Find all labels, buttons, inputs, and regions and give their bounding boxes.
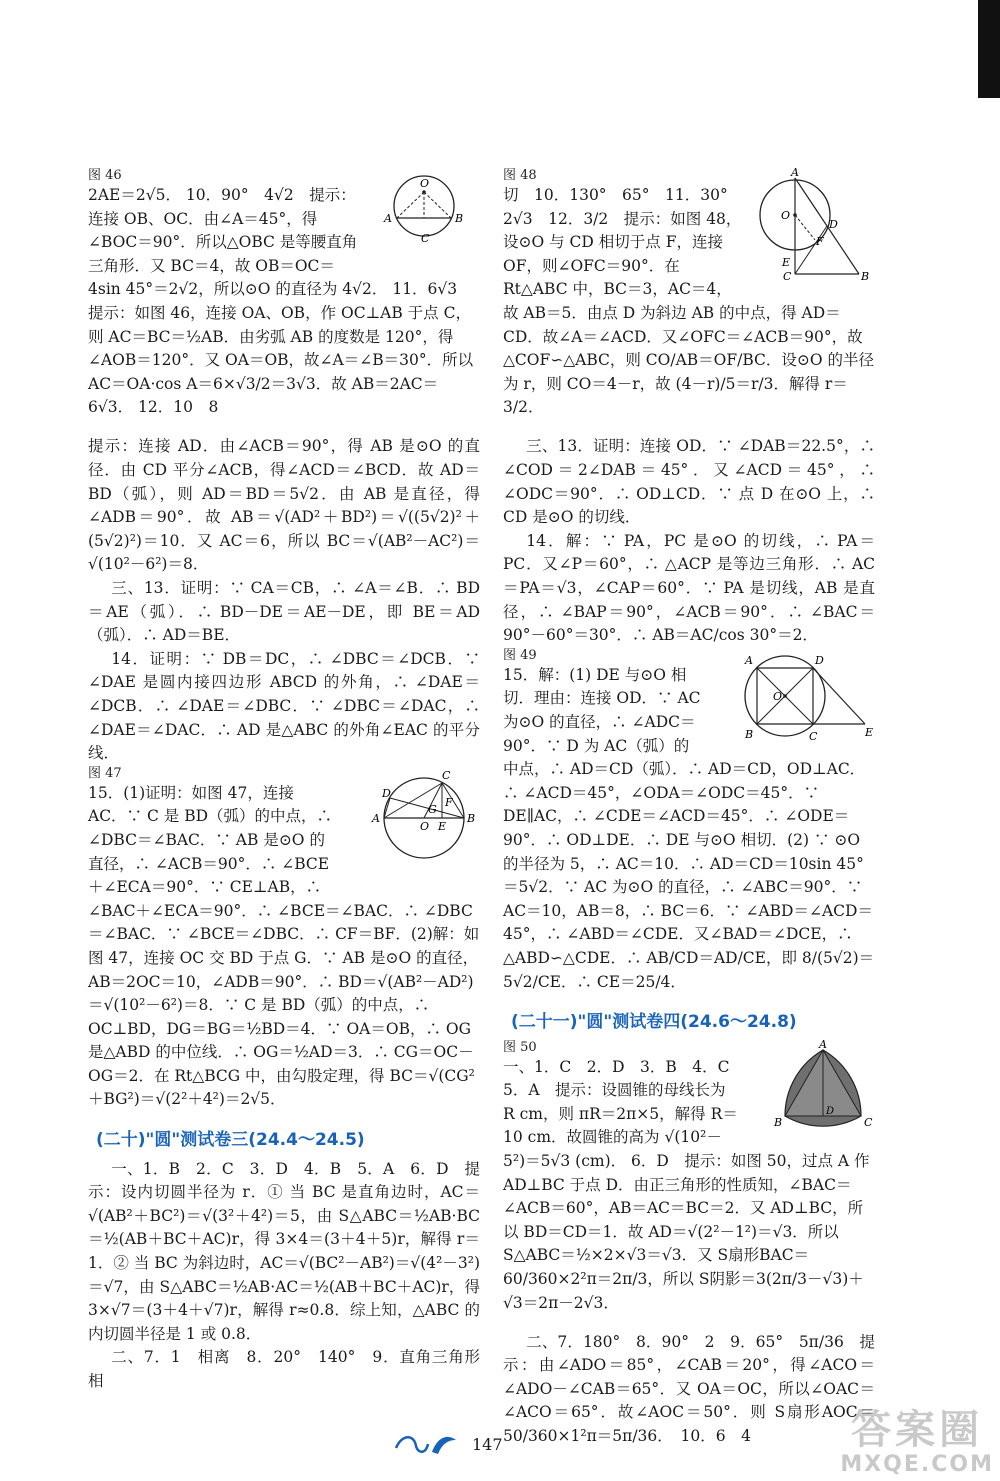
watermark-title: 答案圈	[851, 1407, 984, 1453]
fig47-label: A	[372, 811, 380, 825]
fig49-label: D	[815, 653, 824, 667]
watermark-url: MXQE.COM	[840, 1452, 994, 1477]
left-column	[88, 168, 496, 1394]
paragraph: 一、1．B 2．C 3．D 4．B 5．A 6．D 提示：设内切圆半径为 r．① 当 BC 是直角边时，AC＝√(AB²＋BC²)＝√(3²＋4²)＝5，由 S△ABC＝½AB·BC＝½(AB＋BC＋AC)r，得 3×4＝(3＋4＋5)r，解得 r＝1．② 当 BC 为斜边时，AC＝√(BC²－AB²)＝√(4²－3²)＝√7，由 S△ABC＝½AB·AC＝½(AB＋BC＋AC)r，得 3×√7＝(3＋4＋√7)r，解得 r≈0.8．综上知，△ABC 的内切圆半径是 1 或 0.8．	[88, 1159, 480, 1343]
page-number: 147	[472, 1435, 503, 1454]
figure-caption: 图 49	[503, 647, 537, 663]
fig48-label: E	[782, 256, 791, 269]
fig46-label: B	[455, 212, 464, 225]
fig48-label: O	[781, 209, 791, 222]
figure-49-circle-diagram	[735, 648, 875, 748]
fig50-label: D	[826, 1105, 835, 1117]
fig47-label: O	[420, 819, 430, 833]
figure-50	[748, 1040, 875, 1144]
figure-50-reuleaux-triangle	[771, 1040, 875, 1136]
paragraph-text: 切 10．130° 65° 11．30° 2√3 12．3/2 提示：如图 48，设⊙O 与 CD 相切于点 F，连接 OF，则∠OFC＝90°．在 Rt△ABC 中，BC＝3，AC＝4，故 AB＝5．由点 D 为斜边 AB 的中点，得 AD＝CD．故∠A＝∠ACD．又∠OFC＝∠ACB＝90°，故△COF∽△ABC，则 CO/AB＝OF/BC．设⊙O 的半径为 r，则 CO＝4－r，故 (4－r)/5＝r/3．解得 r＝3/2．	[503, 186, 875, 417]
page-edge-tab	[978, 0, 1000, 98]
figure-caption: 图 47	[88, 765, 122, 781]
paragraph: 14．解：∵ PA，PC 是⊙O 的切线，∴ PA＝PC．又∠P＝60°，∴ △ACP 是等边三角形．∴ AC＝PA＝√3，∠CAP＝60°．∵ PA 是切线，AB 是直径，∴ ∠BAP＝90°，∠ACB＝90°．∴ ∠BAC＝90°－60°＝30°．∴ AB＝AC/cos 30°＝2．	[503, 531, 875, 645]
fig46-label: C	[421, 232, 430, 245]
fig50-label: C	[864, 1115, 873, 1129]
fig49-label: A	[745, 653, 753, 667]
fig50-label: A	[819, 1039, 827, 1051]
paragraph-text: 15．解：(1) DE 与⊙O 相切．理由：连接 OD．∵ AC 为⊙O 的直径，∴ ∠ADC＝90°．∵ D 为 AC（弧）的中点，∴ AD＝CD（弧）．∴ AD＝CD，OD⊥AC．∴ ∠ACD＝45°，∠ODA＝∠ODC＝45°．∵ DE∥AC，∴ ∠CDE＝∠ACD＝45°．∴ ∠ODE＝90°．∴ OD⊥DE．∴ DE 与⊙O 相切．(2) ∵ ⊙O 的半径为 5，∴ AC＝10．∴ AD＝CD＝10sin 45°＝5√2．∵ AC 为⊙O 的直径，∴ ∠ABC＝90°．∵ AC＝10，AB＝8，∴ BC＝6．∵ ∠ABD＝∠ACD＝45°，∴ ∠ABD＝∠CDE．又∠BAD＝∠DCE，∴ △ABD∽△CDE．∴ AB/CD＝AD/CE，即 8/(5√2)＝5√2/CE．∴ CE＝25/4．	[503, 665, 875, 991]
paragraph: 二、7．180° 8．90° 2 9．65° 5π/36 提示：由∠ADO＝85°，∠CAB＝20°，得∠ACO＝∠ADO－∠CAB＝65°．又 OA＝OC，所以∠OAC＝∠ACO＝65°．故∠AOC＝50°．则 S扇形AOC＝50/360×1²π＝5π/36． 10．6 4	[503, 1332, 875, 1445]
fig47-label: D	[382, 786, 391, 800]
figure-caption: 图 50	[503, 1039, 537, 1055]
fig48-label: B	[861, 270, 870, 283]
paragraph: 三、13．证明：连接 OD．∵ ∠DAB＝22.5°，∴ ∠COD＝2∠DAB＝45°．又∠ACD＝45°，∴ ∠ODC＝90°．∴ OD⊥CD．∵ 点 D 在⊙O 上，∴ CD 是⊙O 的切线．	[503, 437, 875, 527]
paragraph: 14．证明：∵ DB＝DC，∴ ∠DBC＝∠DCB．∵ ∠DAE 是圆内接四边形 ABCD 的外角，∴ ∠DAE＝∠DCB．∴ ∠DAE＝∠DBC．∵ ∠DBC＝∠DAC，∴ ∠DAE＝∠DAC．∴ AD 是△ABC 的外角∠EAC 的平分线．	[88, 649, 480, 763]
paragraph: 三、13．证明：∵ CA＝CB，∴ ∠A＝∠B．∴ BD＝AE（弧）．∴ BD－DE＝AE－DE，即 BE＝AD（弧）．∴ AD＝BE．	[88, 579, 480, 645]
paragraph-text: 15．(1)证明：如图 47，连接 AC．∵ C 是 BD（弧）的中点，∴ ∠DBC＝∠BAC．∵ AB 是⊙O 的直径，∴ ∠ACB＝90°．∴ ∠BCE＋∠ECA＝90°．∵ CE⊥AB，∴ ∠BAC＋∠ECA＝90°．∴ ∠BCE＝∠BAC．∴ ∠DBC＝∠BAC．∵ ∠BCE＝∠DBC．∴ CF＝BF．(2)解：如图 47，连接 OC 交 BD 于点 G．∵ AB 是⊙O 的直径，AB＝2OC＝10，∠ADB＝90°．∴ BD＝√(AB²－AD²)＝√(10²－6²)＝8．∵ C 是 BD（弧）的中点，∴ OC⊥BD，DG＝BG＝½BD＝4．∵ OA＝OB，∴ OG 是△ABD 的中位线．∴ OG＝½AD＝3．∴ CG＝OC－OG＝2．在 Rt△BCG 中，由勾股定理，得 BC＝√(CG²＋BG²)＝√(2²＋4²)＝2√5．	[88, 783, 480, 1109]
figure-46	[368, 168, 480, 254]
fig49-label: B	[745, 727, 754, 741]
figure-caption: 图 48	[503, 168, 537, 183]
section-title: (二十一)"圆"测试卷四(24.6～24.8)	[511, 1011, 797, 1032]
fig50-label: B	[774, 1115, 783, 1129]
section-title: (二十)"圆"测试卷三(24.4～24.5)	[96, 1129, 365, 1150]
fig47-label: C	[442, 768, 451, 782]
fig46-label: A	[384, 212, 392, 225]
figure-46-circle-diagram	[368, 168, 480, 246]
fig48-label: D	[829, 218, 838, 231]
figure-caption: 图 46	[88, 168, 122, 183]
figure-48	[755, 168, 875, 294]
paragraph-text: 2AE＝2√5． 10．90° 4√2 提示：连接 OB、OC．由∠A＝45°，得∠BOC＝90°．所以△OBC 是等腰直角三角形．又 BC＝4，故 OB＝OC＝4sin 45°＝2√2，所以⊙O 的直径为 4√2． 11．6√3 提示：如图 46，连接 OA、OB，作 OC⊥AB 于点 C，则 AC＝BC＝½AB．由劣弧 AB 的度数是 120°，得∠AOB＝120°．又 OA＝OB，故∠A＝∠B＝30°．所以 AC＝OA·cos A＝6×√3/2＝3√3．故 AB＝2AC＝6√3． 12．10 8	[88, 186, 474, 417]
fig49-label: E	[865, 725, 874, 739]
paragraph-text: 一、1．C 2．D 3．B 4．C 5．A 提示：设圆锥的母线长为 R cm，则 πR＝2π×5，解得 R＝10 cm．故圆锥的高为 √(10²－5²)＝5√3 (cm)． 6．D 提示：如图 50，过点 A 作 AD⊥BC 于点 D．由正三角形的性质知，∠BAC＝∠ACB＝60°，AB＝AC＝BC＝2．又 AD⊥BC，所以 BD＝CD＝1．故 AD＝√(2²－1²)＝√3．所以 S△ABC＝½×2×√3＝√3．又 S扇形BAC＝60/360×2²π＝2π/3，所以 S阴影＝3(2π/3－√3)＋√3＝2π－2√3．	[503, 1057, 870, 1312]
figure-49	[712, 648, 875, 756]
fig47-label: B	[467, 811, 476, 825]
fig48-label: C	[783, 270, 792, 283]
right-column	[503, 168, 875, 1449]
fig47-label: G	[428, 802, 437, 816]
fig47-label: F	[445, 795, 453, 809]
watermark	[840, 1408, 994, 1477]
fig48-label: F	[816, 235, 824, 248]
fig46-label: O	[420, 177, 430, 190]
page-ornament-icon	[392, 1428, 462, 1458]
figure-48-circle-diagram	[755, 168, 875, 286]
figure-47	[345, 766, 480, 878]
fig47-label: E	[438, 819, 447, 833]
figure-47-circle-diagram	[368, 766, 480, 870]
fig48-label: A	[791, 168, 799, 179]
fig49-label: C	[809, 729, 818, 743]
paragraph: 提示：连接 AD．由∠ACB＝90°，得 AB 是⊙O 的直径．由 CD 平分∠ACB，得∠ACD＝∠BCD．故 AD＝BD（弧），则 AD＝BD＝5√2．由 AB 是直径，得∠ADB＝90°．故 AB＝√(AD²＋BD²)＝√((5√2)²＋(5√2)²)＝10．又 AC＝6，所以 BC＝√(AB²－AC²)＝√(10²－6²)＝8．	[88, 437, 480, 574]
fig49-label: O	[773, 689, 783, 703]
paragraph: 二、7．1 相离 8．20° 140° 9．直角三角形 相	[88, 1348, 496, 1390]
